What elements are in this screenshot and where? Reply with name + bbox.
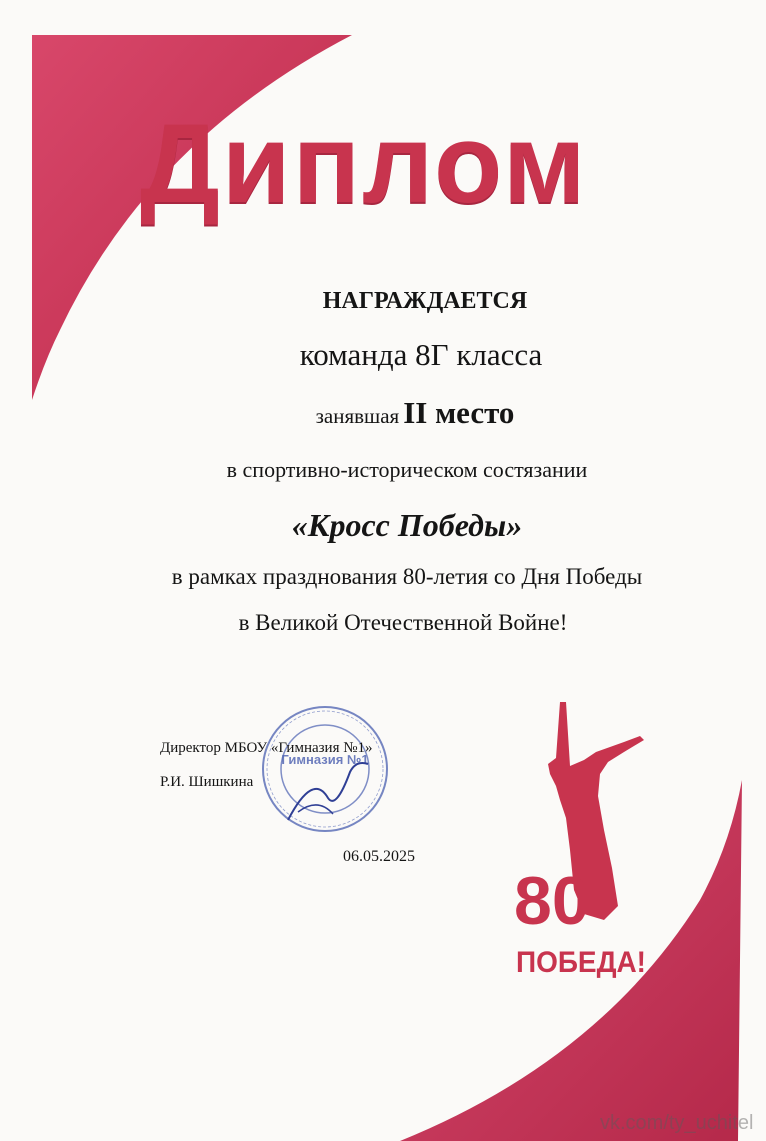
place-value: II место bbox=[403, 395, 515, 430]
watermark: vk.com/ty_uchitel bbox=[600, 1112, 754, 1134]
event-name: «Кросс Победы» bbox=[291, 507, 523, 543]
victory-80-emblem bbox=[512, 700, 662, 980]
emblem-label: ПОБЕДА! bbox=[516, 946, 646, 979]
place-row bbox=[32, 395, 766, 431]
diploma-title: Диплом bbox=[140, 101, 588, 226]
recipient-name: команда 8Г класса bbox=[299, 337, 543, 372]
purpose-line-2: в Великой Отечественной Войне! bbox=[238, 610, 568, 635]
awarded-label: НАГРАЖДАЕТСЯ bbox=[322, 288, 528, 314]
school-stamp bbox=[258, 702, 393, 837]
place-prefix: занявшая bbox=[315, 404, 400, 428]
director-name: Р.И. Шишкина bbox=[160, 774, 254, 790]
competition-text: в спортивно-историческом состязании bbox=[226, 457, 588, 482]
signature-date: 06.05.2025 bbox=[343, 848, 415, 865]
purpose-line-1: в рамках празднования 80-летия со Дня Победы bbox=[171, 564, 643, 589]
emblem-number: 80 bbox=[514, 863, 590, 939]
stamp-text: Гимназия №1 bbox=[281, 752, 369, 767]
director-title: Директор МБОУ «Гимназия №1» bbox=[160, 740, 373, 756]
